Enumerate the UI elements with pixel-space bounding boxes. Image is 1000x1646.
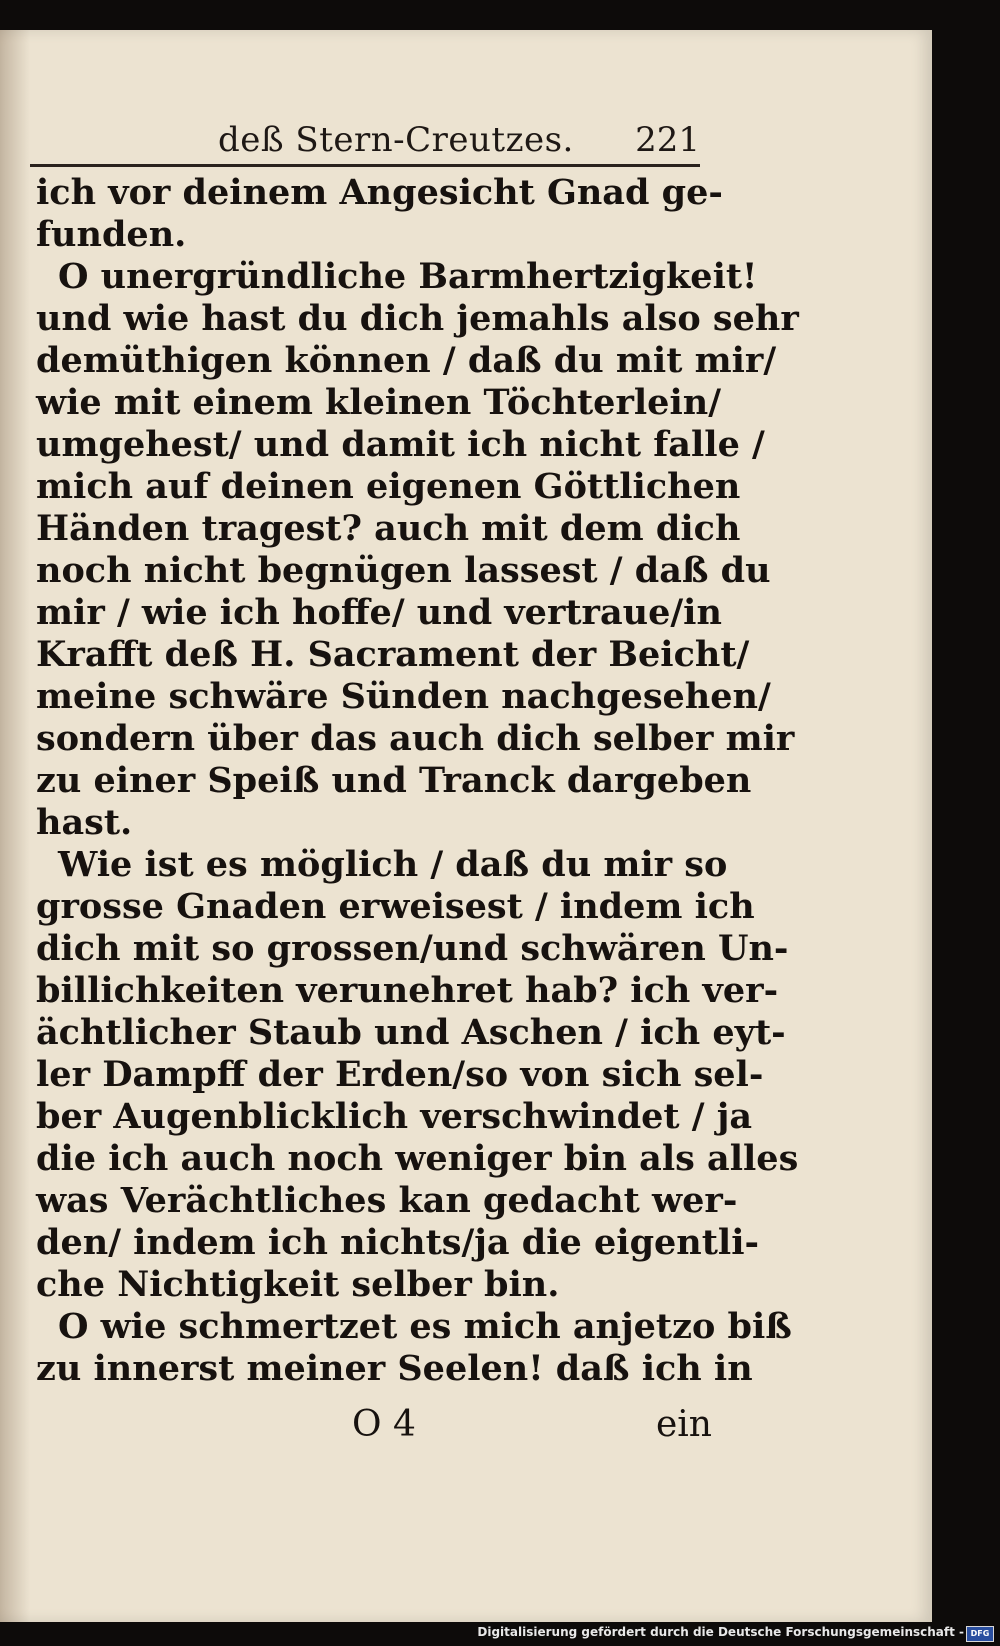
text-line: umgehest/ und damit ich nicht falle / <box>36 424 765 465</box>
text-line: mir / wie ich hoffe/ und vertraue/in <box>36 592 722 633</box>
dfg-logo: DFG <box>966 1626 994 1642</box>
text-line: sondern über das auch dich selber mir <box>36 718 795 759</box>
page-footer <box>352 1404 712 1448</box>
text-line: ächtlicher Staub und Aschen / ich eyt- <box>36 1012 786 1053</box>
text-line: mich auf deinen eigenen Göttlichen <box>36 466 741 507</box>
text-line: was Verächtliches kan gedacht wer- <box>36 1180 738 1221</box>
catchword: ein <box>655 1404 712 1445</box>
credit-text: Digitalisierung gefördert durch die Deutsche Forschungsgemeinschaft - <box>477 1625 964 1639</box>
text-line: che Nichtigkeit selber bin. <box>36 1264 560 1305</box>
text-line: dich mit so grossen/und schwären Un- <box>36 928 789 969</box>
text-line: zu innerst meiner Seelen! daß ich in <box>36 1348 753 1389</box>
text-line: ich vor deinem Angesicht Gnad ge- <box>36 172 723 213</box>
text-line: den/ indem ich nichts/ja die eigentli- <box>36 1222 760 1263</box>
text-line: billichkeiten verunehret hab? ich ver- <box>36 970 779 1011</box>
text-line: O unergründliche Barmhertzigkeit! <box>58 256 758 297</box>
text-line: Krafft deß H. Sacrament der Beicht/ <box>36 634 750 675</box>
page-number: 221 <box>635 120 700 160</box>
text-line: Händen tragest? auch mit dem dich <box>36 508 741 549</box>
text-line: meine schwäre Sünden nachgesehen/ <box>36 676 771 717</box>
credit-bar <box>0 1622 1000 1646</box>
text-line: noch nicht begnügen lassest / daß du <box>36 550 771 591</box>
signature-mark: O 4 <box>352 1404 416 1445</box>
text-line: wie mit einem kleinen Töchterlein/ <box>36 382 721 423</box>
running-head: deß Stern-Creutzes. <box>218 120 574 160</box>
text-line: ber Augenblicklich verschwindet / ja <box>36 1096 753 1137</box>
text-line: grosse Gnaden erweisest / indem ich <box>36 886 755 927</box>
text-line: demüthigen können / daß du mit mir/ <box>36 340 777 381</box>
text-line: ler Dampff der Erden/so von sich sel- <box>36 1054 764 1095</box>
header-rule <box>30 164 700 167</box>
body-text <box>36 172 799 1390</box>
text-line: Wie ist es möglich / daß du mir so <box>58 844 728 885</box>
text-line: O wie schmertzet es mich anjetzo biß <box>58 1306 792 1347</box>
page-gutter-shadow <box>0 30 30 1622</box>
text-line: funden. <box>36 214 187 255</box>
text-line: hast. <box>36 802 133 843</box>
page-header <box>30 120 700 164</box>
text-line: zu einer Speiß und Tranck dargeben <box>36 760 752 801</box>
text-line: die ich auch noch weniger bin als alles <box>36 1138 799 1179</box>
text-line: und wie hast du dich jemahls also sehr <box>36 298 799 339</box>
